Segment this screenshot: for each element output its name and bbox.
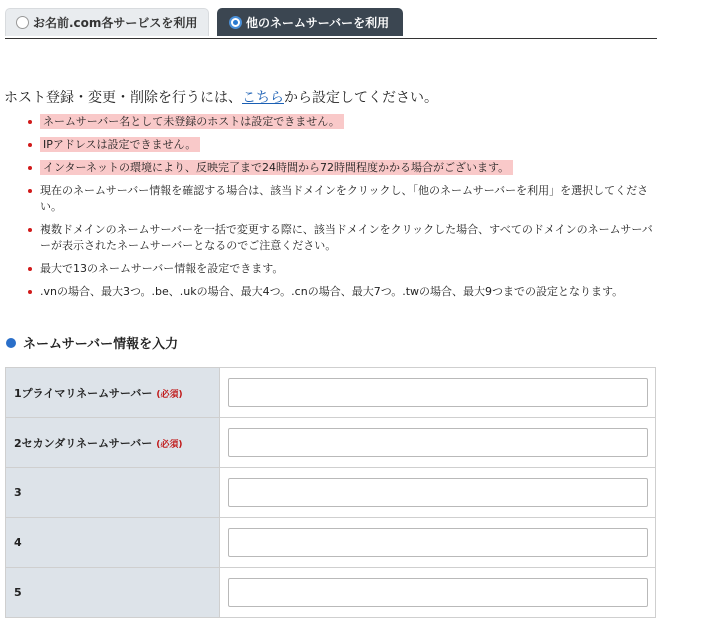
notes-list bbox=[28, 114, 658, 307]
row-label: 4 bbox=[6, 518, 220, 568]
table-row bbox=[6, 368, 656, 418]
list-item: .vnの場合、最大3つ。.be、.ukの場合、最大4つ。.cnの場合、最大7つ。.twの場合、最大9つまでの設定となります。 bbox=[28, 284, 658, 300]
list-item: インターネットの環境により、反映完了まで24時間から72時間程度かかる場合がございます。 bbox=[28, 160, 658, 176]
bullet-dot-icon bbox=[6, 338, 16, 348]
intro-suffix: から設定してください。 bbox=[284, 90, 438, 106]
row-label: 3 bbox=[6, 468, 220, 518]
list-item: 最大で13のネームサーバー情報を設定できます。 bbox=[28, 261, 658, 277]
nameserver-5-input[interactable] bbox=[228, 578, 648, 607]
radio-selected-icon[interactable] bbox=[229, 16, 242, 29]
list-item: 現在のネームサーバー情報を確認する場合は、該当ドメインをクリックし、「他のネームサーバーを利用」を選択してください。 bbox=[28, 183, 658, 215]
tab-other-nameserver[interactable] bbox=[217, 8, 403, 36]
nameserver-3-input[interactable] bbox=[228, 478, 648, 507]
row-label: 1プライマリネームサーバー (必須) bbox=[6, 368, 220, 418]
intro-prefix: ホスト登録・変更・削除を行うには、 bbox=[4, 90, 242, 106]
nameserver-2-input[interactable] bbox=[228, 428, 648, 457]
table-row bbox=[6, 468, 656, 518]
radio-unselected-icon[interactable] bbox=[16, 16, 29, 29]
table-row bbox=[6, 518, 656, 568]
nameserver-tabs bbox=[5, 8, 657, 39]
row-label: 2セカンダリネームサーバー (必須) bbox=[6, 418, 220, 468]
host-settings-link[interactable]: こちら bbox=[242, 90, 284, 106]
tab-onamae-services[interactable] bbox=[5, 8, 209, 36]
list-item: IPアドレスは設定できません。 bbox=[28, 137, 658, 153]
nameserver-form bbox=[5, 367, 656, 618]
intro-text bbox=[4, 87, 438, 107]
table-row bbox=[6, 418, 656, 468]
section-heading bbox=[6, 333, 178, 352]
required-badge: (必須) bbox=[156, 389, 183, 400]
nameserver-4-input[interactable] bbox=[228, 528, 648, 557]
list-item: 複数ドメインのネームサーバーを一括で変更する際に、該当ドメインをクリックした場合、すべてのドメインのネームサーバーが表示されたネームサーバーとなるのでご注意ください。 bbox=[28, 222, 658, 254]
nameserver-1-input[interactable] bbox=[228, 378, 648, 407]
tab-label: 他のネームサーバーを利用 bbox=[246, 15, 390, 30]
row-label: 5 bbox=[6, 568, 220, 618]
required-badge: (必須) bbox=[156, 439, 183, 450]
list-item: ネームサーバー名として未登録のホストは設定できません。 bbox=[28, 114, 658, 130]
tab-label: お名前.com各サービスを利用 bbox=[33, 16, 198, 30]
table-row bbox=[6, 568, 656, 618]
section-title: ネームサーバー情報を入力 bbox=[23, 337, 179, 352]
